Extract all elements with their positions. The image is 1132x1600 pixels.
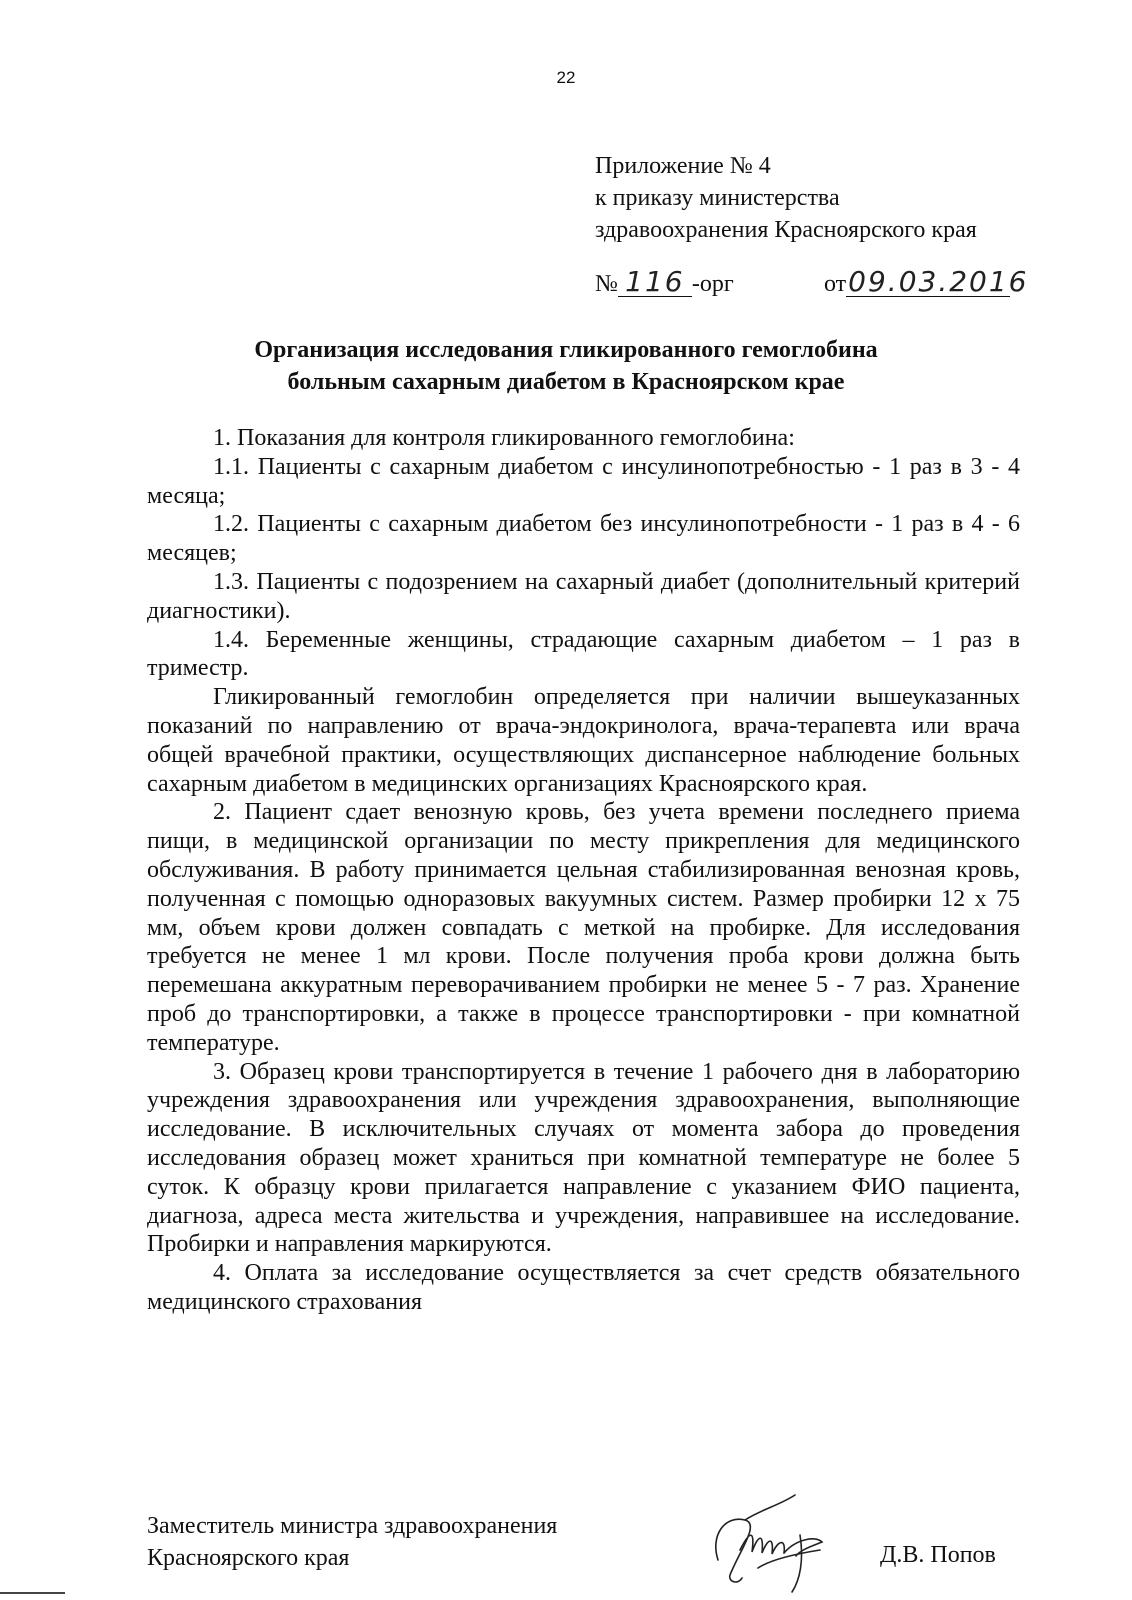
document-title [0,334,1132,398]
order-date-label: от [824,271,847,297]
paragraph: 1. Показания для контроля гликированного гемоглобина: [213,425,795,451]
appendix-header [595,150,977,246]
document-body [147,424,1020,1317]
appendix-line: Приложение № 4 [595,153,771,179]
paragraph: Гликированный гемоглобин определяется при наличии вышеуказанных показаний по направлению от врача-эндокринолога, врача-терапевта или врача общей врачебной практики, осуществляющих диспансерное наблюдение больных сахарным диабетом в медицинских организациях Красноярского края. [147,684,1020,797]
order-number-suffix: -орг [691,271,734,297]
order-date [824,265,1029,298]
title-line: больным сахарным диабетом в Красноярском крае [287,369,845,395]
signature-icon [700,1490,850,1600]
scan-artifact-line [0,1592,65,1594]
title-line: Организация исследования гликированного гемоглобина [254,337,878,363]
paragraph: 1.3. Пациенты с подозрением на сахарный диабет (дополнительный критерий диагностики). [147,568,1020,624]
appendix-line: здравоохранения Красноярского края [595,217,977,243]
appendix-line: к приказу министерства [595,185,840,211]
signer-name: Д.В. Попов [880,1542,996,1568]
paragraph: 3. Образец крови транспортируется в течение 1 рабочего дня в лабораторию учреждения здравоохранения или учреждения здравоохранения, выполняющие исследование. В исключительных случаях от момента забора до проведения исследования образец может храниться при комнатной температуре не более 5 суток. К образцу крови прилагается направление с указанием ФИО пациента, диагноза, адреса места жительства и учреждения, направившее на исследование. Пробирки и направления маркируются. [147,1058,1020,1258]
paragraph: 1.1. Пациенты с сахарным диабетом с инсулинопотребностью - 1 раз в 3 - 4 месяца; [147,453,1020,509]
order-number-label: № [595,271,618,297]
paragraph: 4. Оплата за исследование осуществляется за счет средств обязательного медицинского страхования [147,1260,1020,1315]
order-number-handwritten: 116 [618,268,692,297]
signer-position [147,1510,557,1574]
paragraph: 1.2. Пациенты с сахарным диабетом без инсулинопотребности - 1 раз в 4 - 6 месяцев; [147,511,1020,567]
order-number [595,265,734,298]
signer-position-line: Заместитель министра здравоохранения [147,1513,558,1539]
signer-position-line: Красноярского края [147,1545,350,1571]
paragraph: 1.4. Беременные женщины, страдающие сахарным диабетом – 1 раз в триместр. [147,626,1020,682]
page-number: 22 [556,68,576,87]
order-date-handwritten: 09.03.2016 [848,265,1029,298]
paragraph: 2. Пациент сдает венозную кровь, без учета времени последнего приема пищи, в медицинской организации по месту прикрепления для медицинского обслуживания. В работу принимается цельная стабилизированная венозная кровь, полученная с помощью одноразовых вакуумных систем. Размер пробирки 12 х 75 мм, объем крови должен совпадать с меткой на пробирке. Для исследования требуется не менее 1 мл крови. После получения проба крови должна быть перемешана аккуратным переворачиванием пробирки не менее 5 - 7 раз. Хранение проб до транспортировки, а также в процессе транспортировки - при комнатной температуре. [147,799,1020,1056]
